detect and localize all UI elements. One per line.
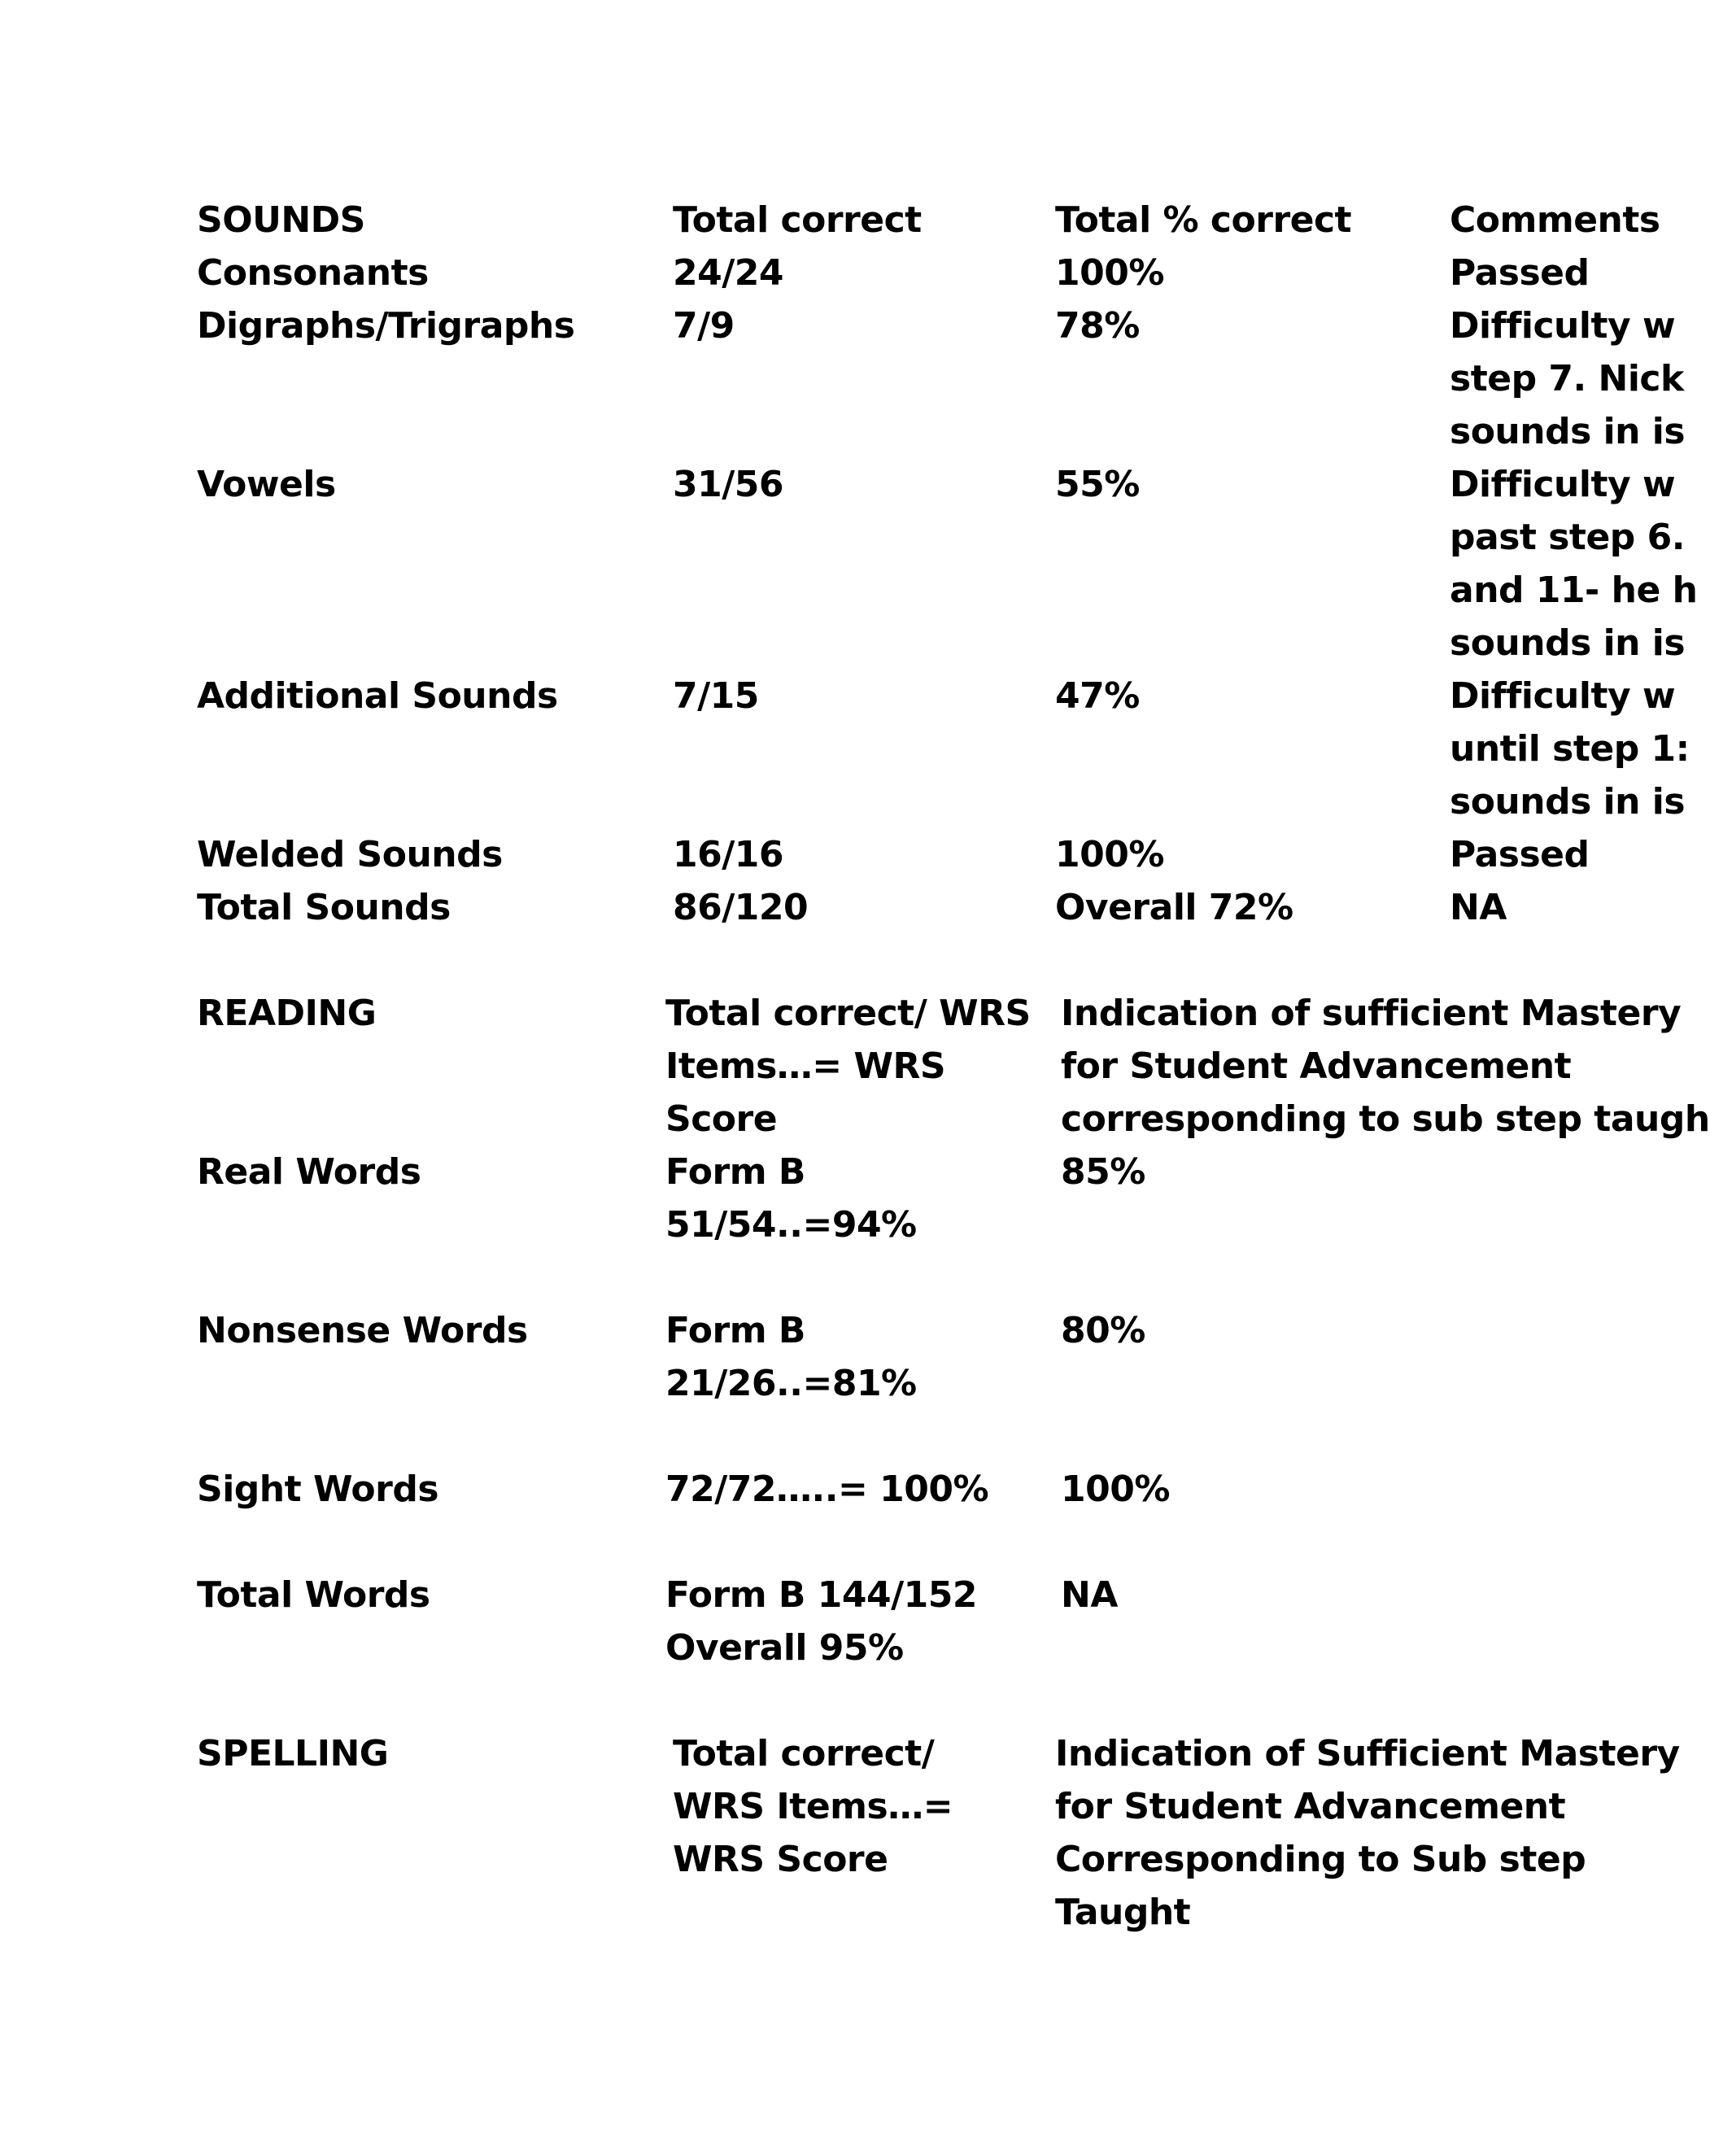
sounds-row-comment: past step 6.: [1450, 517, 1685, 558]
sounds-row-label: Welded Sounds: [197, 834, 503, 875]
sounds-row-total: 24/24: [673, 252, 784, 294]
spelling-mastery-header: Indication of Sufficient Mastery: [1055, 1733, 1680, 1774]
reading-row-mastery: 100%: [1061, 1469, 1170, 1510]
sounds-row-comment: step 7. Nick: [1450, 358, 1684, 399]
sounds-row-comment: Passed: [1450, 834, 1590, 875]
sounds-row-comment: until step 1:: [1450, 728, 1690, 770]
sounds-row-comment: sounds in is: [1450, 781, 1686, 823]
reading-row-score: Form B 144/152: [665, 1574, 977, 1616]
sounds-comments-header: Comments: [1450, 199, 1660, 241]
spelling-score-header: WRS Items…=: [673, 1786, 953, 1827]
reading-row-mastery: 80%: [1061, 1310, 1145, 1351]
sounds-row-total: 7/9: [673, 305, 735, 347]
reading-row-mastery: NA: [1061, 1574, 1118, 1616]
reading-row-score: Form B: [665, 1310, 805, 1351]
spelling-mastery-header: for Student Advancement: [1055, 1786, 1566, 1827]
spelling-score-header: WRS Score: [673, 1839, 888, 1880]
sounds-row-label: Total Sounds: [197, 887, 451, 928]
reading-row-label: Real Words: [197, 1151, 421, 1193]
reading-row-mastery: 85%: [1061, 1151, 1145, 1193]
sounds-row-comment: Difficulty w: [1450, 305, 1676, 347]
sounds-row-comment: sounds in is: [1450, 622, 1686, 664]
reading-row-label: Nonsense Words: [197, 1310, 528, 1351]
reading-mastery-header: Indication of sufficient Mastery: [1061, 993, 1682, 1034]
spelling-mastery-header: Corresponding to Sub step: [1055, 1839, 1586, 1880]
sounds-row-label: Consonants: [197, 252, 429, 294]
sounds-total-correct-header: Total correct: [673, 199, 922, 241]
sounds-row-label: Vowels: [197, 464, 336, 505]
reading-mastery-header: for Student Advancement: [1061, 1045, 1572, 1087]
reading-mastery-header: corresponding to sub step taugh: [1061, 1098, 1710, 1140]
sounds-row-percent: 100%: [1055, 252, 1164, 294]
sounds-row-percent: 55%: [1055, 464, 1140, 505]
reading-score-header: Items…= WRS: [665, 1045, 946, 1087]
spelling-heading: SPELLING: [197, 1733, 389, 1774]
sounds-row-label: Digraphs/Trigraphs: [197, 305, 575, 347]
sounds-row-total: 31/56: [673, 464, 784, 505]
sounds-row-label: Additional Sounds: [197, 675, 558, 717]
sounds-row-comment: sounds in is: [1450, 411, 1686, 452]
sounds-row-comment: Passed: [1450, 252, 1590, 294]
sounds-row-total: 86/120: [673, 887, 809, 928]
reading-row-score: 21/26..=81%: [665, 1363, 917, 1404]
sounds-row-comment: and 11- he h: [1450, 570, 1698, 611]
reading-row-label: Total Words: [197, 1574, 430, 1616]
reading-row-score: 51/54..=94%: [665, 1204, 917, 1246]
reading-row-score: Overall 95%: [665, 1627, 904, 1669]
sounds-row-total: 7/15: [673, 675, 759, 717]
spelling-score-header: Total correct/: [673, 1733, 935, 1774]
reading-row-label: Sight Words: [197, 1469, 439, 1510]
sounds-row-comment: NA: [1450, 887, 1507, 928]
sounds-percent-correct-header: Total % correct: [1055, 199, 1352, 241]
sounds-heading: SOUNDS: [197, 199, 365, 241]
sounds-row-total: 16/16: [673, 834, 784, 875]
sounds-row-percent: Overall 72%: [1055, 887, 1293, 928]
sounds-row-percent: 78%: [1055, 305, 1140, 347]
sounds-row-percent: 100%: [1055, 834, 1164, 875]
reading-row-score: 72/72…..= 100%: [665, 1469, 989, 1510]
sounds-row-percent: 47%: [1055, 675, 1140, 717]
reading-score-header: Total correct/ WRS: [665, 993, 1031, 1034]
reading-score-header: Score: [665, 1098, 778, 1140]
reading-row-score: Form B: [665, 1151, 805, 1193]
sounds-row-comment: Difficulty w: [1450, 675, 1676, 717]
reading-heading: READING: [197, 993, 377, 1034]
spelling-mastery-header: Taught: [1055, 1892, 1191, 1933]
sounds-row-comment: Difficulty w: [1450, 464, 1676, 505]
